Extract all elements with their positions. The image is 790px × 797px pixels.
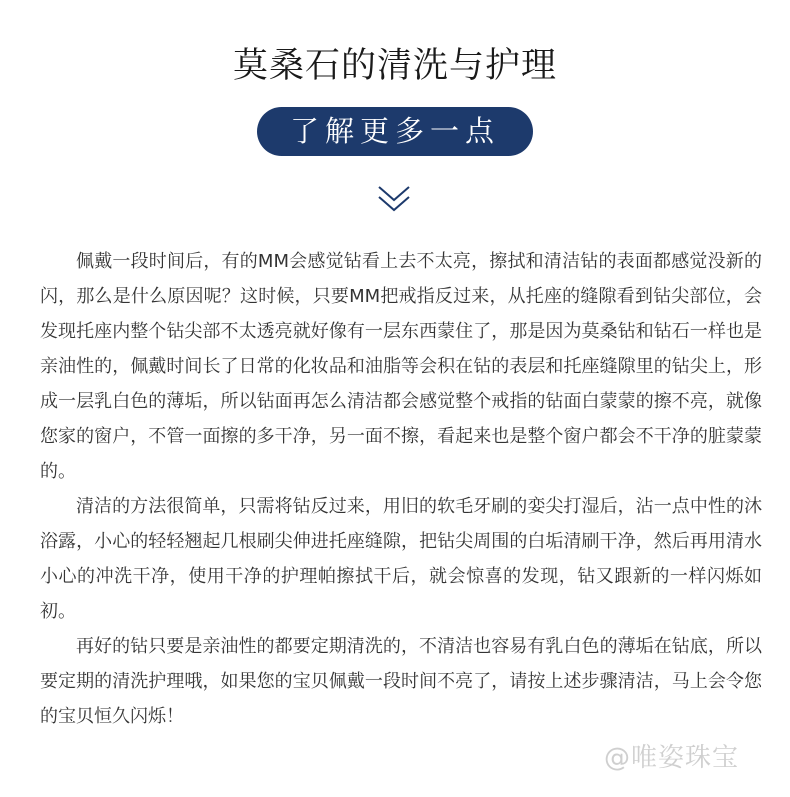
watermark: @唯姿珠宝 xyxy=(604,743,740,773)
article-body xyxy=(40,244,762,734)
double-chevron-down-icon xyxy=(376,181,412,217)
paragraph-oil-film: 佩戴一段时间后，有的MM会感觉钻看上去不太亮，擦拭和清洁钻的表面都感觉没新的闪，那么是什么原因呢？这时候，只要MM把戒指反过来，从托座的缝隙看到钻尖部位，会发现托座内整个钻尖部不太透亮就好像有一层东西蒙住了，那是因为莫桑钻和钻石一样也是亲油性的，佩戴时间长了日常的化妆品和油脂等会积在钻的表层和托座缝隙里的钻尖上，形成一层乳白色的薄垢，所以钻面再怎么清洁都会感觉整个戒指的钻面白蒙蒙的擦不亮，就像您家的窗户，不管一面擦的多干净，另一面不擦，看起来也是整个窗户都会不干净的脏蒙蒙的。 xyxy=(40,251,762,482)
paragraph-cleaning-method: 清洁的方法很简单，只需将钻反过来，用旧的软毛牙刷的娈尖打湿后，沾一点中性的沐浴露，小心的轻轻翘起几根刷尖伸进托座缝隙，把钻尖周围的白垢清刷干净，然后再用清水小心的冲洗干净，使用干净的护理帕擦拭干后，就会惊喜的发现，钻又跟新的一样闪烁如初。 xyxy=(40,496,762,622)
subtitle-badge: 了解更多一点 xyxy=(257,107,533,156)
paragraph-regular-care: 再好的钻只要是亲油性的都要定期清洗的，不清洁也容易有乳白色的薄垢在钻底，所以要定期的清洗护理哦，如果您的宝贝佩戴一段时间不亮了，请按上述步骤清洁，马上会令您的宝贝恒久闪烁！ xyxy=(40,636,762,727)
page-title: 莫桑石的清洗与护理 xyxy=(232,46,557,86)
